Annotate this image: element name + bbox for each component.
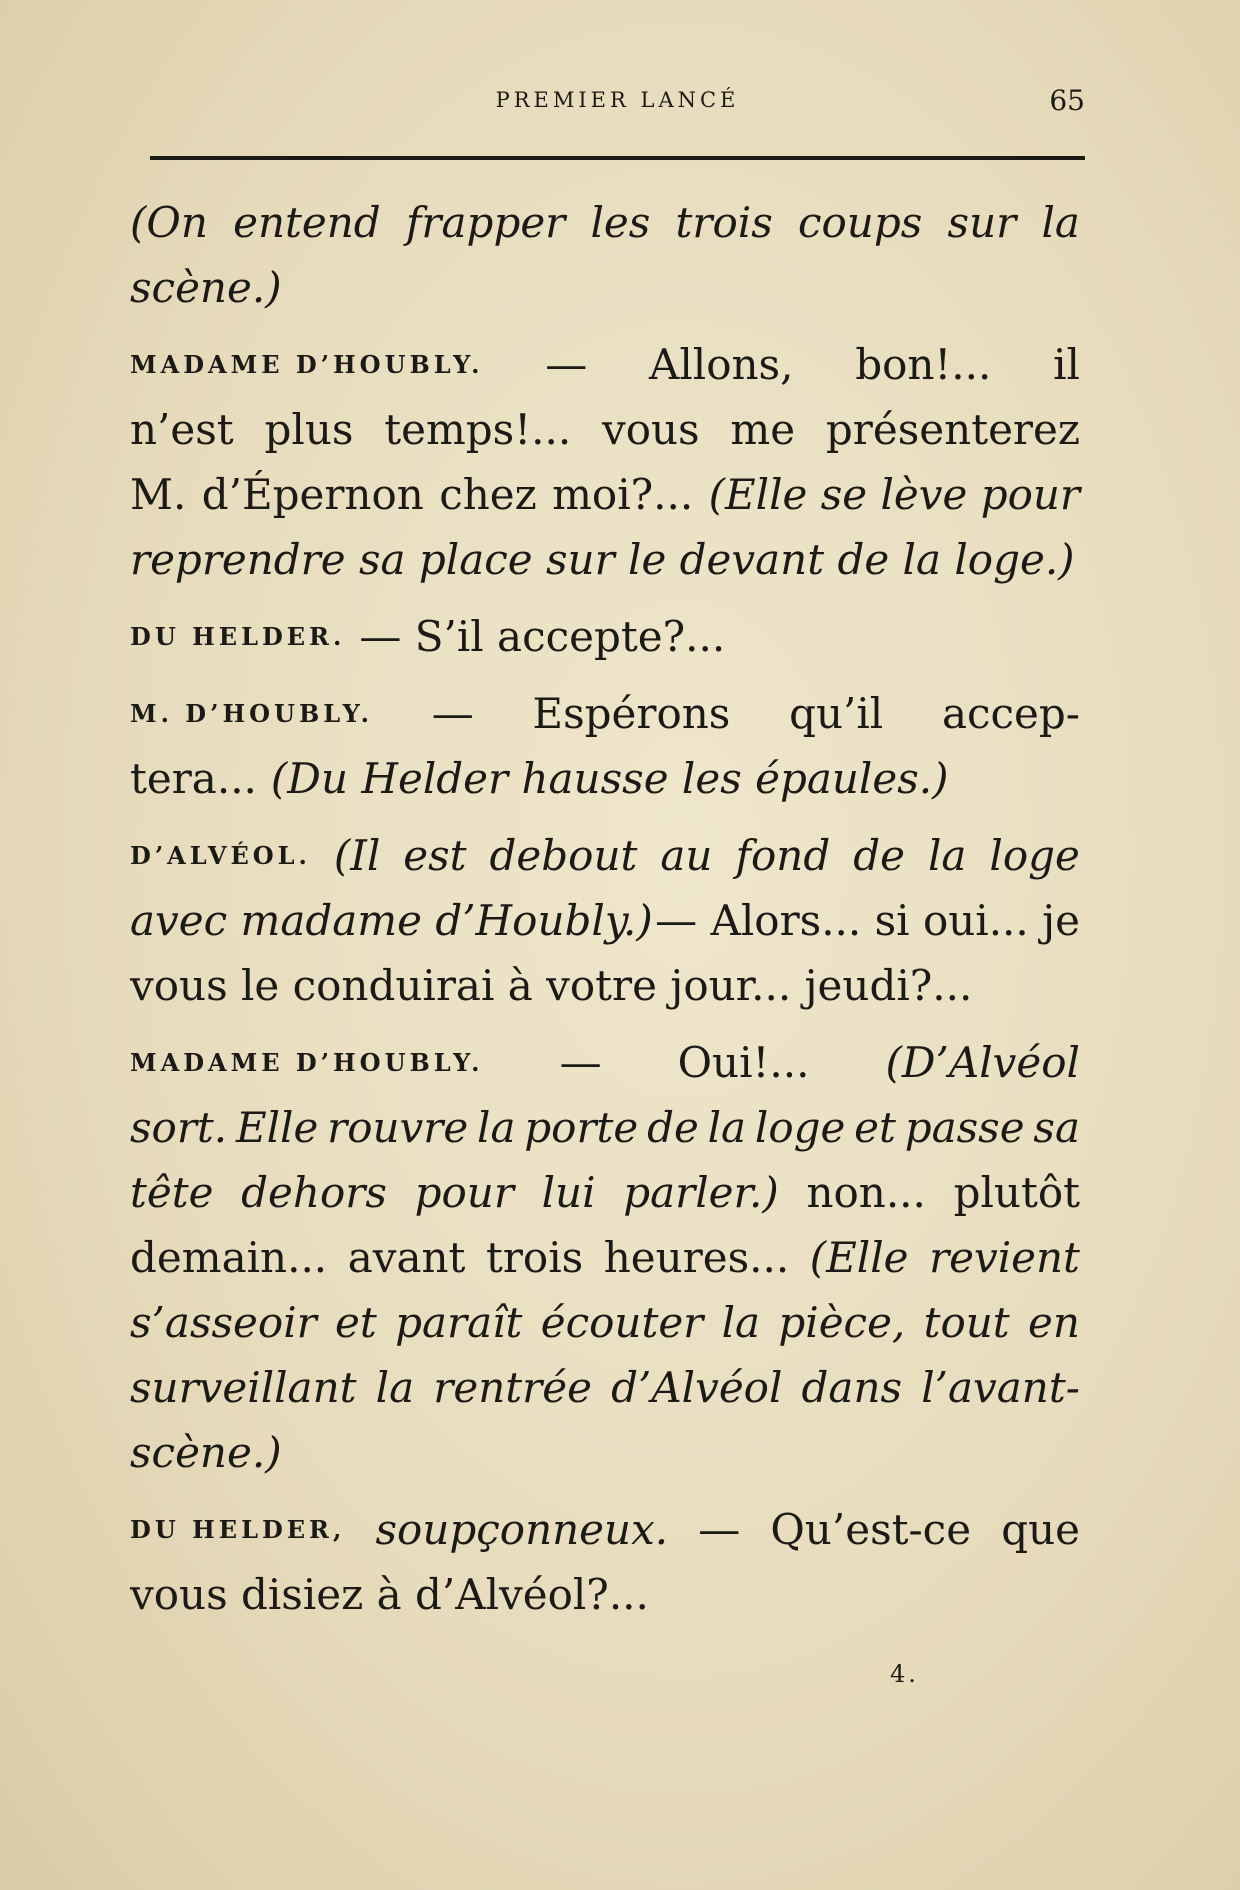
stage-direction-word: la (477, 1103, 516, 1152)
text-line (130, 1095, 1080, 1160)
stage-direction-word: avec madame d’Houbly.) (130, 896, 653, 945)
text-line (130, 1420, 1080, 1485)
stage-direction-word: loge (754, 1103, 846, 1152)
stage-direction-word: (Elle se lève pour (708, 470, 1080, 519)
dialogue-word: — Alors... si oui... je (655, 896, 1080, 945)
stage-direction-word: l’avant- (921, 1363, 1080, 1412)
text-line (130, 888, 1080, 953)
text-line (130, 332, 1080, 397)
stage-direction-word: reprendre sa place sur le devant de la loge.) (130, 535, 1075, 584)
dialogue-word: — S’il accepte?... (359, 612, 726, 661)
dialogue-word: non... (806, 1168, 926, 1217)
stage-direction-word: en (1028, 1298, 1080, 1347)
dialogue-word: n’est (130, 405, 234, 454)
stage-direction-word: et (335, 1298, 377, 1347)
speaker-name: MADAME D’HOUBLY. (130, 1048, 484, 1077)
text-line (130, 1225, 1080, 1290)
stage-direction-word: coups (798, 198, 923, 247)
stage-direction-word: la (707, 1103, 747, 1152)
dialogue-word: temps!... (384, 405, 572, 454)
speaker-name: DU HELDER. (130, 622, 346, 651)
paragraph-gap (130, 1485, 1080, 1497)
dialogue-word: tera... (130, 754, 257, 803)
stage-direction-word: la (1041, 198, 1080, 247)
stage-direction-word: loge (989, 831, 1080, 880)
stage-direction-word: tête (130, 1168, 214, 1217)
stage-direction-word: debout (489, 831, 638, 880)
stage-direction-word: revient (929, 1233, 1080, 1282)
dialogue-word: me (730, 405, 796, 454)
dialogue-word: — (698, 1505, 741, 1554)
stage-direction-word: au (660, 831, 713, 880)
stage-direction-word: pièce, (778, 1298, 906, 1347)
stage-direction-word: soupçonneux. (375, 1505, 669, 1554)
dialogue-word: d’Épernon (201, 470, 424, 519)
stage-direction-word: sa (1033, 1103, 1080, 1152)
speaker-name: MADAME D’HOUBLY. (130, 350, 484, 379)
dialogue-word: vous (601, 405, 700, 454)
dialogue-word: — (545, 340, 588, 389)
stage-direction-word: tout (923, 1298, 1010, 1347)
stage-direction-word: dans (801, 1363, 903, 1412)
stage-direction-word: lui (541, 1168, 596, 1217)
dialogue-word: avant (347, 1233, 466, 1282)
stage-direction-word: la (927, 831, 967, 880)
dialogue-word: — (431, 689, 474, 738)
stage-direction-word: (Il (333, 831, 381, 880)
dialogue-text (130, 190, 1080, 1627)
dialogue-word: demain... (130, 1233, 328, 1282)
stage-direction-word: écouter (540, 1298, 704, 1347)
stage-direction-word: surveillant (130, 1363, 357, 1412)
running-title: PREMIER LANCÉ (495, 88, 740, 112)
stage-direction-word: porte (524, 1103, 639, 1152)
stage-direction-word: passe (904, 1103, 1025, 1152)
speaker-name: M. D’HOUBLY. (130, 699, 373, 728)
text-line (130, 1160, 1080, 1225)
paragraph-gap (130, 592, 1080, 604)
stage-direction-word: scène.) (130, 1428, 282, 1477)
stage-direction-word: parler.) (623, 1168, 779, 1217)
dialogue-word: présenterez (825, 405, 1080, 454)
text-line (130, 604, 1080, 669)
dialogue-word: Qu’est-ce (770, 1505, 972, 1554)
page-number: 65 (1049, 84, 1085, 117)
dialogue-word: plus (264, 405, 354, 454)
text-line (130, 527, 1080, 592)
stage-direction-word: scène.) (130, 263, 282, 312)
speaker-name: D’ALVÉOL. (130, 841, 311, 870)
stage-direction-word: rentrée (433, 1363, 592, 1412)
stage-direction-word: fond (735, 831, 831, 880)
text-line (130, 746, 1080, 811)
stage-direction-word: trois (675, 198, 773, 247)
stage-direction-word: de (647, 1103, 699, 1152)
stage-direction-word: (D’Alvéol (885, 1038, 1080, 1087)
dialogue-word: moi?... (552, 470, 694, 519)
dialogue-word: heures... (603, 1233, 790, 1282)
dialogue-word: que (1001, 1505, 1080, 1554)
stage-direction-word: sort. (130, 1103, 228, 1152)
dialogue-word: Oui!... (677, 1038, 810, 1087)
stage-direction-word: (On (130, 198, 208, 247)
stage-direction-word: et (854, 1103, 896, 1152)
dialogue-word: vous le conduirai à votre jour... jeudi?... (130, 961, 973, 1010)
dialogue-word: il (1053, 340, 1080, 389)
stage-direction-word: rouvre (327, 1103, 469, 1152)
text-line (130, 953, 1080, 1018)
dialogue-word: chez (439, 470, 537, 519)
text-line (130, 255, 1080, 320)
stage-direction-word: entend (233, 198, 381, 247)
stage-direction-word: (Elle (809, 1233, 909, 1282)
text-line (130, 1355, 1080, 1420)
text-line (130, 1290, 1080, 1355)
text-line (130, 397, 1080, 462)
dialogue-word: Espérons (532, 689, 731, 738)
speaker-name: DU HELDER, (130, 1515, 346, 1544)
stage-direction-word: sur (947, 198, 1017, 247)
stage-direction-word: (Du Helder hausse les épaules.) (270, 754, 949, 803)
dialogue-word: trois (485, 1233, 584, 1282)
stage-direction-word: paraît (395, 1298, 523, 1347)
dialogue-word: qu’il (789, 689, 884, 738)
paragraph-gap (130, 811, 1080, 823)
stage-direction-word: d’Alvéol (611, 1363, 783, 1412)
dialogue-word: vous disiez à d’Alvéol?... (130, 1570, 649, 1619)
dialogue-word: M. (130, 470, 187, 519)
stage-direction-word: la (375, 1363, 415, 1412)
text-line (130, 1562, 1080, 1627)
stage-direction-word: s’asseoir (130, 1298, 317, 1347)
text-line (130, 1497, 1080, 1562)
header-rule (150, 156, 1085, 160)
text-line (130, 1030, 1080, 1095)
stage-direction-word: est (403, 831, 467, 880)
stage-direction-word: de (853, 831, 905, 880)
dialogue-word: — (559, 1038, 602, 1087)
paragraph-gap (130, 669, 1080, 681)
stage-direction-word: Elle (235, 1103, 319, 1152)
dialogue-word: plutôt (953, 1168, 1080, 1217)
page-header (150, 84, 1085, 128)
signature-mark: 4. (890, 1660, 919, 1688)
text-line (130, 462, 1080, 527)
paragraph-gap (130, 320, 1080, 332)
paragraph-gap (130, 1018, 1080, 1030)
stage-direction-word: les (590, 198, 651, 247)
dialogue-word: accep- (941, 689, 1080, 738)
stage-direction-word: dehors (241, 1168, 387, 1217)
dialogue-word: bon!... (855, 340, 992, 389)
stage-direction-word: frapper (405, 198, 566, 247)
dialogue-word: Allons, (649, 340, 794, 389)
stage-direction-word: pour (414, 1168, 514, 1217)
text-line (130, 190, 1080, 255)
text-line (130, 681, 1080, 746)
text-line (130, 823, 1080, 888)
stage-direction-word: la (721, 1298, 761, 1347)
